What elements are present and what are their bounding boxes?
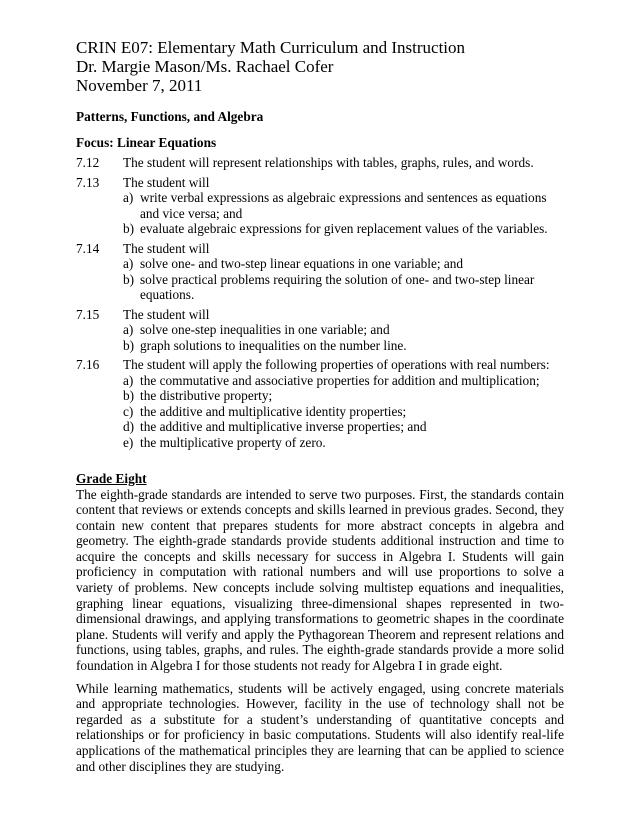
sub-item-text: solve one-step inequalities in one variable; and [140, 322, 390, 337]
standard-number: 7.15 [76, 306, 100, 322]
course-title: CRIN E07: Elementary Math Curriculum and Instruction [76, 38, 466, 57]
sub-item-letter: b) [123, 271, 135, 287]
sub-item-text: solve practical problems requiring the solution of one- and two-step linear equations. [140, 271, 535, 302]
grade-eight-paragraph: The eighth-grade standards are intended to serve two purposes. First, the standards contain content that reviews or extends concepts and skills learned in previous grades. Second, they contain new content that prepares students for more abstract concepts in algebra and geometry. The eighth-grade standards provide students additional instruction and time to acquire the concepts and skills necessary for success in Algebra I. Students will gain proficiency in computation with rational numbers and will use proportions to solve a variety of problems. New concepts include solving multistep equations and inequalities, graphing linear equations, visualizing three-dimensional shapes represented in two-dimensional drawings, and applying transformations to geometric shapes in the coordinate plane. Students will verify and apply the Pythagorean Theorem and represent relations and functions, using tables, graphs, and rules. The eighth-grade standards provide a more solid foundation in Algebra I for those students not ready for Algebra I in grade eight. [76, 486, 564, 674]
sub-item-letter: b) [123, 221, 135, 236]
standard-7-13 [76, 175, 564, 237]
sub-item-letter: b) [123, 337, 135, 353]
date: November 7, 2011 [76, 76, 203, 95]
standard-text: The student will [123, 174, 210, 190]
document-page [76, 38, 564, 774]
sub-item-text: graph solutions to inequalities on the number line. [140, 337, 407, 353]
standard-sub-item [123, 272, 564, 303]
sub-item-letter: a) [123, 190, 134, 205]
sub-item-letter: e) [123, 434, 134, 450]
sub-item-text: solve one- and two-step linear equations in one variable; and [140, 256, 464, 271]
standard-sub-item [123, 404, 564, 420]
standard-number: 7.16 [76, 357, 100, 372]
standard-7-12 [76, 155, 564, 171]
standard-sub-item [123, 190, 564, 221]
sub-item-text: the additive and multiplicative inverse properties; and [140, 419, 427, 434]
standard-text: The student will [123, 240, 210, 256]
standard-body [123, 307, 564, 354]
sub-item-letter: c) [123, 403, 134, 419]
sub-item-text: the distributive property; [140, 388, 273, 403]
standard-sub-item [123, 388, 564, 404]
grade-eight-paragraph: While learning mathematics, students will be actively engaged, using concrete materials and appropriate technologies. However, facility in the use of technology shall not be regarded as a substitute for a student’s understanding of quantitative concepts and relationships or for proficiency in basic computations. Students will also identify real-life applications of the mathematical principles they are learning that can be applied to science and other disciplines they are studying. [76, 680, 564, 774]
standard-body [123, 175, 564, 237]
sub-item-letter: a) [123, 256, 134, 271]
standard-number: 7.12 [76, 155, 100, 170]
standard-sub-item [123, 373, 564, 389]
standards-list [76, 155, 564, 450]
standard-sub-item [123, 338, 564, 354]
instructors: Dr. Margie Mason/Ms. Rachael Cofer [76, 57, 334, 76]
focus-title: Focus: Linear Equations [76, 135, 217, 150]
standard-body [123, 357, 564, 450]
standard-sub-item [123, 435, 564, 451]
standard-7-15 [76, 307, 564, 354]
sub-item-letter: a) [123, 372, 134, 388]
standard-body [123, 241, 564, 303]
standard-sub-list [123, 373, 564, 451]
sub-item-text: evaluate algebraic expressions for given replacement values of the variables. [140, 221, 548, 236]
standard-body [123, 155, 564, 171]
standard-sub-item [123, 221, 564, 237]
sub-item-text: the additive and multiplicative identity properties; [140, 403, 407, 419]
sub-item-text: write verbal expressions as algebraic expressions and sentences as equations and vice versa; and [140, 190, 547, 221]
standard-sub-item [123, 419, 564, 435]
sub-item-letter: b) [123, 388, 135, 403]
section-title: Patterns, Functions, and Algebra [76, 109, 264, 124]
sub-item-letter: d) [123, 419, 135, 434]
standard-7-14 [76, 241, 564, 303]
standard-text: The student will [123, 306, 210, 322]
standard-text: The student will apply the following properties of operations with real numbers: [123, 357, 550, 372]
standard-sub-item [123, 322, 564, 338]
standard-text: The student will represent relationships with tables, graphs, rules, and words. [123, 155, 534, 170]
sub-item-letter: a) [123, 322, 134, 337]
standard-number: 7.13 [76, 174, 100, 190]
standard-sub-list [123, 322, 564, 353]
sub-item-text: the commutative and associative properties for addition and multiplication; [140, 372, 540, 388]
grade-eight-heading: Grade Eight [76, 471, 147, 486]
standard-sub-list [123, 190, 564, 237]
standard-7-16 [76, 357, 564, 450]
standard-number: 7.14 [76, 240, 100, 256]
standard-sub-item [123, 256, 564, 272]
standard-sub-list [123, 256, 564, 303]
sub-item-text: the multiplicative property of zero. [140, 434, 326, 450]
